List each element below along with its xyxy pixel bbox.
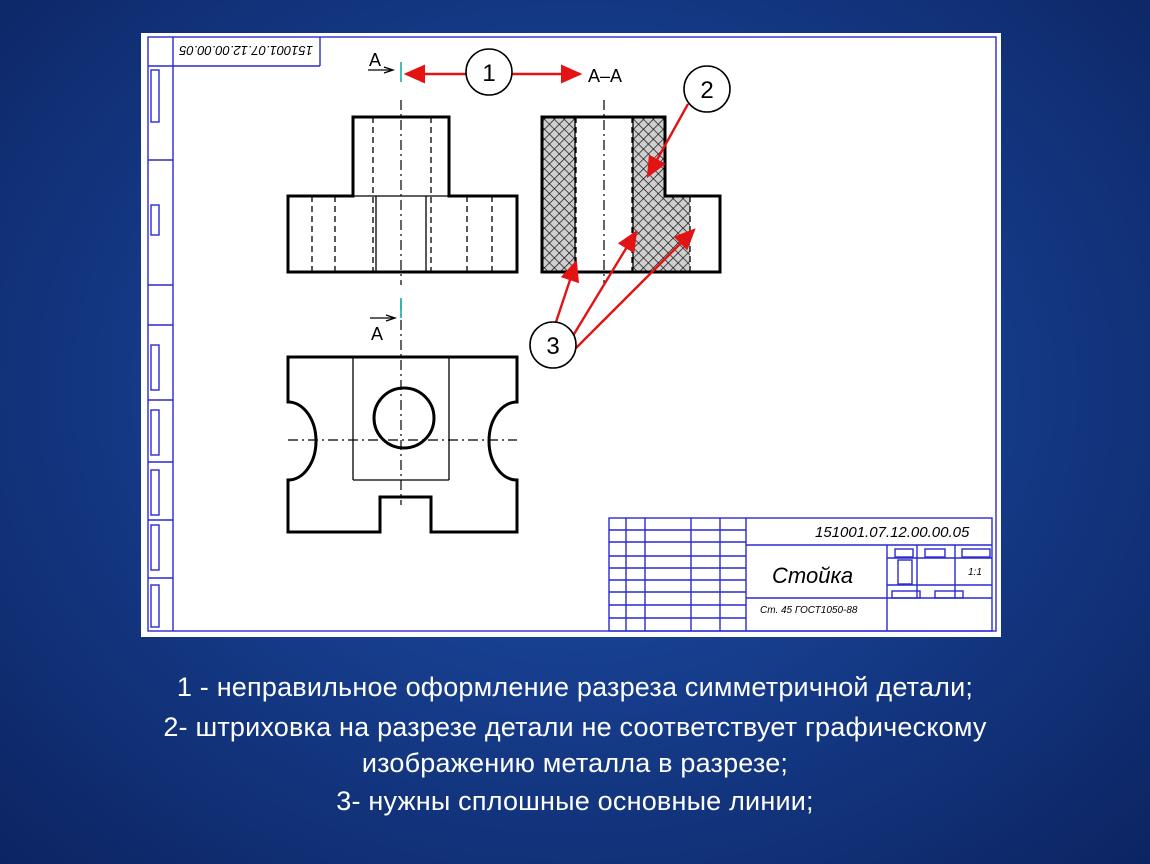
title-code: 151001.07.12.00.00.05 [815, 524, 970, 541]
caption-line-1: 1 - неправильное оформление разреза симметричной детали; [176, 672, 974, 702]
callout-2 [684, 66, 730, 112]
callout-3-number: 3 [546, 333, 560, 360]
title-scale: 1:1 [968, 567, 982, 578]
hatch-left [542, 117, 575, 272]
callout-1 [466, 49, 512, 95]
caption-line-2: 2- штриховка на разрезе детали не соответствует графическому [163, 712, 987, 742]
caption-line-4: 3- нужны сплошные основные линии; [336, 786, 814, 816]
callout-3 [530, 322, 576, 368]
callout-1-number: 1 [482, 60, 496, 87]
callout-2-number: 2 [700, 77, 714, 104]
section-label-a: A [369, 50, 382, 70]
title-material: Ст. 45 ГОСТ1050-88 [760, 605, 858, 616]
rotated-stamp: 151001.07.12.00.00.05 [179, 43, 313, 58]
cut-label-a: A [371, 324, 384, 344]
section-title: A–A [588, 66, 623, 86]
title-name: Стойка [772, 563, 854, 588]
caption-line-3: изображению металла в разрезе; [361, 748, 789, 778]
